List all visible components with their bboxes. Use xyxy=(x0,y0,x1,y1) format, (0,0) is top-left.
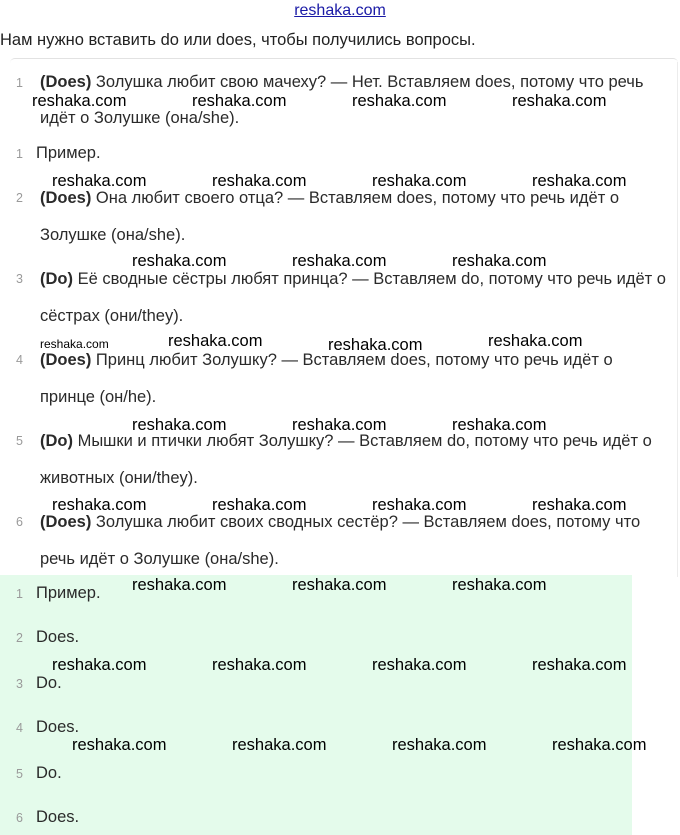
answer-item: Does. xyxy=(36,718,80,736)
item-answer-key: (Does) xyxy=(40,351,92,369)
item-answer-key: (Do) xyxy=(40,432,73,450)
watermark: reshaka.com xyxy=(532,656,627,674)
watermark: reshaka.com xyxy=(532,172,627,190)
watermark: reshaka.com xyxy=(232,736,327,754)
watermark: reshaka.com xyxy=(512,92,607,110)
item-text: Принц любит Золушку? — Вставляем does, потому что речь идёт о принце (он/he). xyxy=(40,351,613,406)
item-number: 2 xyxy=(16,191,23,205)
watermark: reshaka.com xyxy=(212,496,307,514)
watermark: reshaka.com xyxy=(372,496,467,514)
item-answer-key: (Do) xyxy=(40,270,73,288)
task-intro: Нам нужно вставить do или does, чтобы получились вопросы. xyxy=(0,31,476,49)
item-answer-key: (Does) xyxy=(40,73,92,91)
watermark: reshaka.com xyxy=(452,416,547,434)
item-number: 1 xyxy=(16,76,23,90)
task-item-6 xyxy=(40,504,672,578)
watermark: reshaka.com xyxy=(212,656,307,674)
watermark: reshaka.com xyxy=(132,576,227,594)
answer-item: Does. xyxy=(36,628,80,646)
watermark: reshaka.com xyxy=(372,172,467,190)
answer-item: Do. xyxy=(36,674,62,692)
watermark: reshaka.com xyxy=(212,172,307,190)
watermark: reshaka.com xyxy=(192,92,287,110)
answer-item: Do. xyxy=(36,764,62,782)
watermark: reshaka.com xyxy=(72,736,167,754)
watermark: reshaka.com xyxy=(372,656,467,674)
answer-number: 4 xyxy=(16,721,23,735)
site-header-link[interactable]: reshaka.com xyxy=(294,2,386,19)
answer-number: 3 xyxy=(16,677,23,691)
watermark: reshaka.com xyxy=(328,336,423,354)
watermark: reshaka.com xyxy=(52,496,147,514)
item-text: Мышки и птички любят Золушку? — Вставляем do, потому что речь идёт о животных (они/they). xyxy=(40,432,652,487)
watermark: reshaka.com xyxy=(32,92,127,110)
watermark: reshaka.com xyxy=(292,252,387,270)
item-number: 1 xyxy=(16,147,23,161)
watermark: reshaka.com xyxy=(52,656,147,674)
watermark: reshaka.com xyxy=(40,337,109,351)
item-text: Золушка любит свою мачеху? — Нет. Вставляем does, потому что речь идёт о Золушке (она/she). xyxy=(40,73,644,127)
watermark: reshaka.com xyxy=(292,416,387,434)
example-label: Пример. xyxy=(36,144,101,162)
watermark: reshaka.com xyxy=(532,496,627,514)
answer-number: 2 xyxy=(16,631,23,645)
watermark: reshaka.com xyxy=(52,172,147,190)
watermark: reshaka.com xyxy=(452,576,547,594)
watermark: reshaka.com xyxy=(168,332,263,350)
watermark: reshaka.com xyxy=(552,736,647,754)
task-item-3 xyxy=(40,261,672,335)
watermark: reshaka.com xyxy=(452,252,547,270)
item-text: Её сводные сёстры любят принца? — Вставляем do, потому что речь идёт о сёстрах (они/they). xyxy=(40,270,666,325)
watermark: reshaka.com xyxy=(352,92,447,110)
card-right-border xyxy=(677,62,678,577)
watermark: reshaka.com xyxy=(488,332,583,350)
item-number: 6 xyxy=(16,515,23,529)
answer-item: Does. xyxy=(36,808,80,826)
answer-number: 1 xyxy=(16,587,23,601)
item-answer-key: (Does) xyxy=(40,189,92,207)
item-number: 4 xyxy=(16,353,23,367)
item-text: Она любит своего отца? — Вставляем does, потому что речь идёт о Золушке (она/she). xyxy=(40,189,620,244)
card-top-border xyxy=(10,58,678,63)
item-text: Золушка любит своих сводных сестёр? — Вставляем does, потому что речь идёт о Золушке (она/she). xyxy=(40,513,641,568)
answers-panel xyxy=(0,575,632,835)
item-number: 5 xyxy=(16,434,23,448)
watermark: reshaka.com xyxy=(292,576,387,594)
item-answer-key: (Does) xyxy=(40,513,92,531)
answer-item: Пример. xyxy=(36,584,101,602)
watermark: reshaka.com xyxy=(132,416,227,434)
watermark: reshaka.com xyxy=(132,252,227,270)
item-number: 3 xyxy=(16,272,23,286)
answer-number: 5 xyxy=(16,767,23,781)
task-item-2 xyxy=(40,180,672,254)
answer-number: 6 xyxy=(16,811,23,825)
watermark: reshaka.com xyxy=(392,736,487,754)
